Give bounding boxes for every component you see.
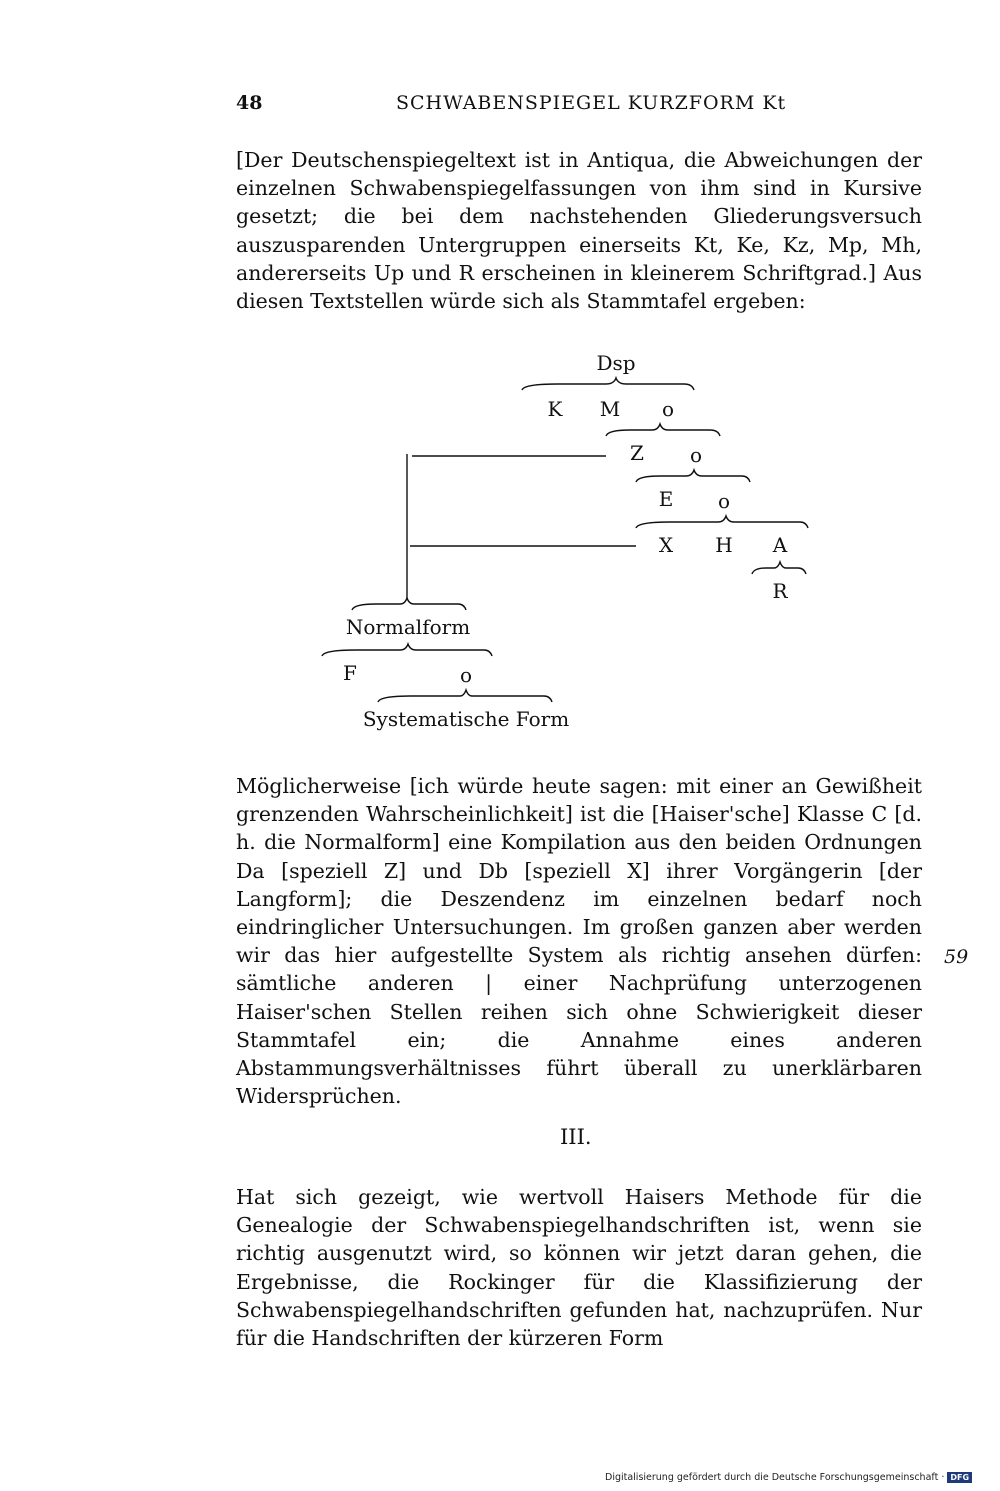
footer-text: Digitalisierung gefördert durch die Deutsche Forschungsgemeinschaft ·	[605, 1472, 945, 1483]
page-number: 48	[236, 92, 263, 114]
bracket-normalform	[352, 598, 466, 610]
bracket-systematische-form	[378, 690, 552, 702]
node-o3: o	[717, 489, 731, 513]
node-z: Z	[630, 441, 644, 465]
digitization-footer	[605, 1472, 972, 1483]
section-heading: III.	[560, 1125, 592, 1149]
node-a: A	[772, 533, 788, 557]
node-x: X	[658, 533, 674, 557]
node-normalform: Normalform	[345, 615, 471, 639]
stemma-diagram	[300, 340, 860, 740]
node-systematische-form: Systematische Form	[362, 707, 570, 731]
node-o2: o	[689, 443, 703, 467]
paragraph-section-three: Hat sich gezeigt, wie wertvoll Haisers Methode für die Genealogie der Schwabenspiegelhandschriften ist, wenn sie richtig ausgenutzt wird, so können wir jetzt daran gehen, die Ergebnisse, die Rockinger für die Klassifizierung der Schwabenspiegelhandschriften gefunden hat, nachzuprüfen. Nur für die Handschriften der kürzeren Form	[236, 1185, 922, 1351]
bracket-m-o	[606, 424, 720, 436]
running-title: SCHWABENSPIEGEL KURZFORM Kt	[396, 92, 787, 114]
node-k: K	[547, 397, 563, 421]
node-o4: o	[459, 663, 473, 687]
bracket-f-o	[322, 644, 492, 656]
bracket-a	[752, 562, 806, 574]
node-e: E	[658, 487, 674, 511]
bracket-dsp	[522, 378, 694, 390]
bracket-z-o	[636, 470, 750, 482]
node-h: H	[715, 533, 733, 557]
dfg-logo-icon: DFG	[947, 1472, 972, 1483]
node-dsp: Dsp	[596, 351, 636, 375]
bracket-e-o	[636, 516, 808, 528]
node-o1: o	[661, 397, 675, 421]
paragraph-discussion: Möglicherweise [ich würde heute sagen: mit einer an Gewißheit grenzenden Wahrscheinlichkeit] ist die [Haiser'sche] Klasse C [d. h. die Normalform] eine Kompilation aus den beiden Ordnungen Da [speziell Z] und Db [speziell X] ihrer Vorgängerin [der Langform]; die Deszendenz im einzelnen bedarf noch eindringlicher Untersuchungen. Im großen ganzen aber werden wir das hier aufgestellte System als richtig ansehen dürfen: sämtliche anderen | einer Nachprüfung unterzogenen Haiser'schen Stellen reihen sich ohne Schwierigkeit dieser Stammtafel ein; die Annahme eines anderen Abstammungsverhältnisses führt überall zu unerklärbaren Widersprüchen.	[236, 774, 922, 1109]
margin-page-number: 59	[944, 946, 969, 968]
paragraph-intro: [Der Deutschenspiegeltext ist in Antiqua, die Abweichungen der einzelnen Schwabenspiegelfassungen von ihm sind in Kursive gesetzt; die bei dem nachstehenden Gliederungsversuch auszusparenden Untergruppen einerseits Kt, Ke, Kz, Mp, Mh, andererseits Up und R erscheinen in kleinerem Schriftgrad.] Aus diesen Textstellen würde sich als Stammtafel ergeben:	[236, 148, 922, 314]
node-m: M	[599, 397, 621, 421]
node-f: F	[343, 661, 357, 685]
page-header	[236, 92, 922, 122]
node-r: R	[772, 579, 788, 603]
